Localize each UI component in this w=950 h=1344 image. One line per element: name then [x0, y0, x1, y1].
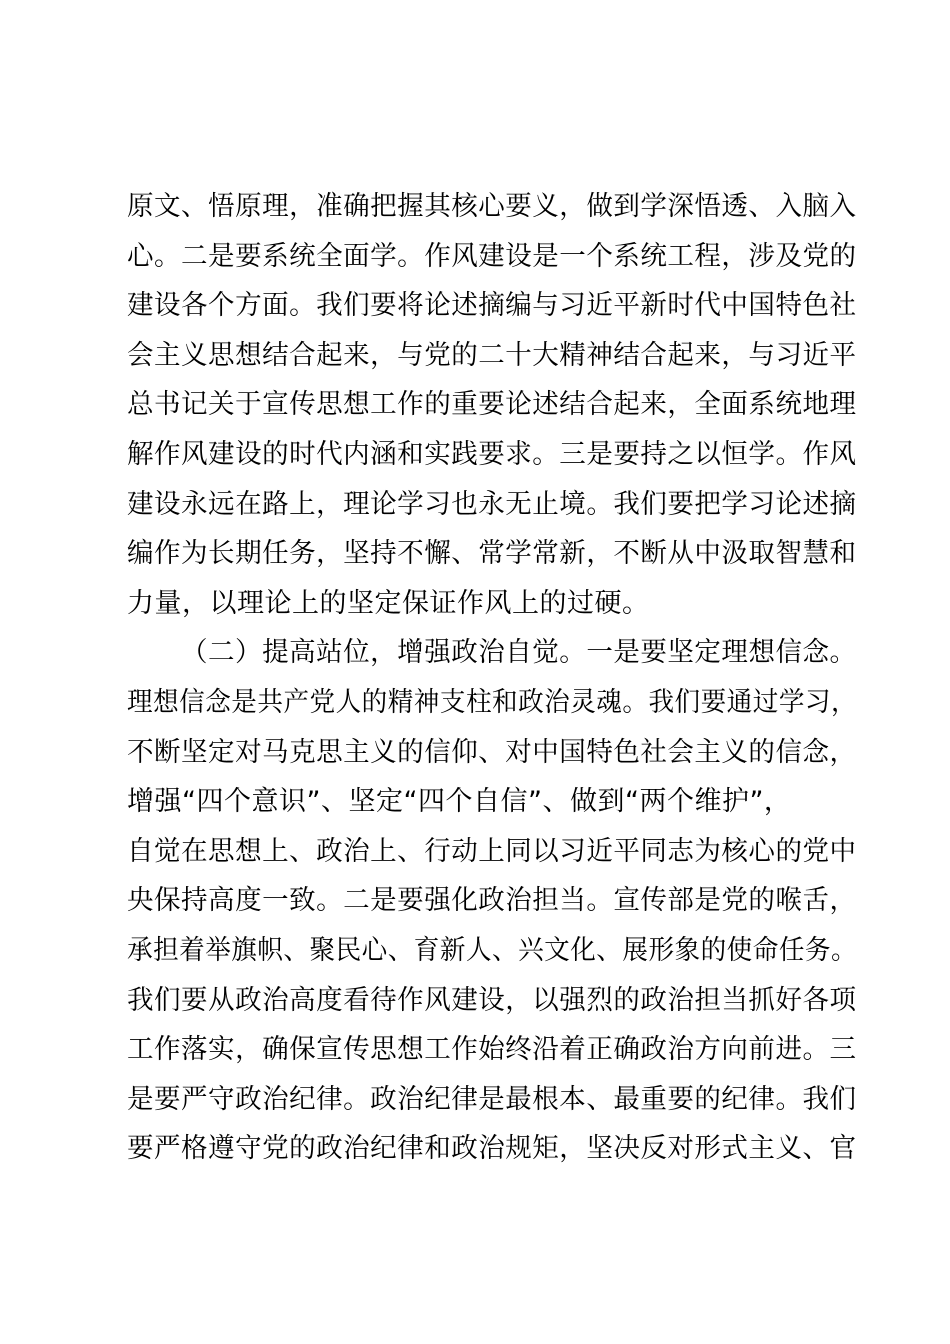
text-line: 建设各个方面。我们要将论述摘编与习近平新时代中国特色社 — [127, 290, 857, 322]
text-line: 承担着举旗帜、聚民心、育新人、兴文化、展形象的使命任务。 — [127, 935, 858, 966]
text-line: 央保持高度一致。二是要强化政治担当。宣传部是党的喉舌， — [127, 885, 857, 917]
text-line: 是要严守政治纪律。政治纪律是最根本、最重要的纪律。我们 — [127, 1083, 857, 1115]
text-line: 力量，以理论上的坚定保证作风上的过硬。 — [127, 587, 650, 619]
text-line: 建设永远在路上，理论学习也永无止境。我们要把学习论述摘 — [127, 488, 857, 520]
text-line: 工作落实，确保宣传思想工作始终沿着正确政治方向前进。三 — [127, 1034, 857, 1066]
text-line: 理想信念是共产党人的精神支柱和政治灵魂。我们要通过学习， — [127, 687, 858, 718]
text-line: 解作风建设的时代内涵和实践要求。三是要持之以恒学。作风 — [127, 439, 857, 470]
text-line: 编作为长期任务，坚持不懈、常学常新，不断从中汲取智慧和 — [127, 538, 857, 570]
text-line: 心。二是要系统全面学。作风建设是一个系统工程，涉及党的 — [127, 240, 857, 272]
text-line: 总书记关于宣传思想工作的重要论述结合起来，全面系统地理 — [127, 389, 857, 421]
text-line: 要严格遵守党的政治纪律和政治规矩，坚决反对形式主义、官 — [127, 1133, 857, 1165]
text-line: 原文、悟原理，准确把握其核心要义，做到学深悟透、入脑入 — [127, 191, 857, 222]
text-line: 自觉在思想上、政治上、行动上同以习近平同志为核心的党中 — [127, 835, 857, 867]
text-line: （二）提高站位，增强政治自觉。一是要坚定理想信念。 — [181, 637, 857, 669]
text-line: 我们要从政治高度看待作风建设，以强烈的政治担当抓好各项 — [127, 984, 857, 1016]
text-line: 不断坚定对马克思主义的信仰、对中国特色社会主义的信念， — [127, 736, 857, 768]
text-line: 增强“四个意识”、坚定“四个自信”、做到“两个维护”， — [127, 786, 792, 818]
text-line: 会主义思想结合起来，与党的二十大精神结合起来，与习近平 — [127, 339, 857, 371]
